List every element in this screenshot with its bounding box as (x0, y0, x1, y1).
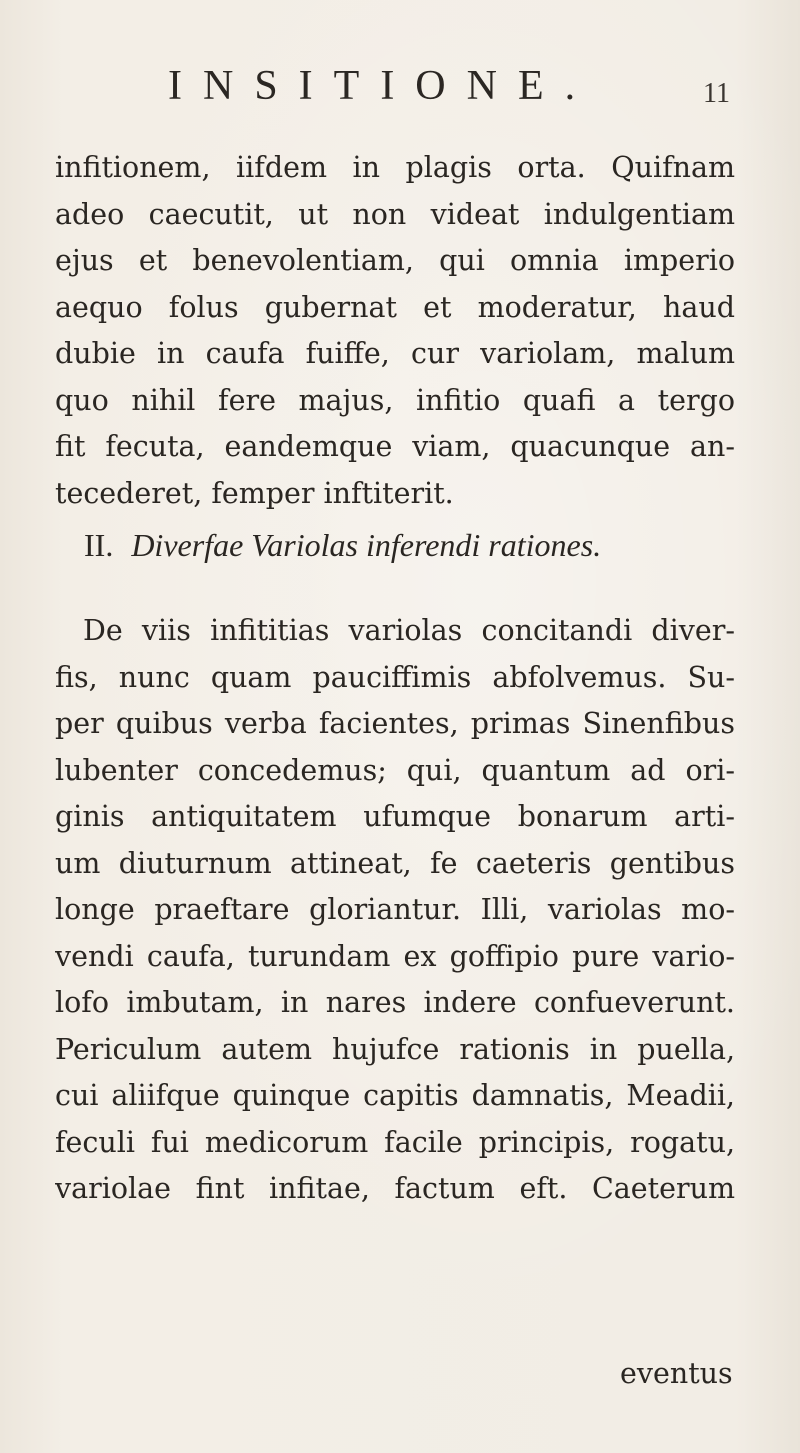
text-line: quo nihil fere majus, infitio quafi a tergo (55, 383, 735, 417)
text-line: ejus et benevolentiam, qui omnia imperio (55, 244, 735, 277)
text-line: adeo caecutit, ut non videat indulgentiam (55, 197, 735, 231)
text-line: feculi fui medicorum facile principis, rogatu, (55, 1125, 735, 1159)
text-line: longe praeftare gloriantur. Illi, variolas mo- (55, 893, 735, 926)
text-line: fis, nunc quam pauciffimis abfolvemus. Su- (55, 660, 735, 694)
section-heading (84, 527, 724, 564)
text-line: fit fecuta, eandemque viam, quacunque an- (55, 430, 735, 463)
paragraph-2 (55, 608, 735, 1213)
text-line: Periculum autem hujufce rationis in puella, (55, 1032, 735, 1066)
text-line: vendi caufa, turundam ex goffipio pure vario- (55, 939, 735, 973)
text-line: um diuturnum attineat, fe caeteris gentibus (55, 846, 735, 880)
text-line: dubie in caufa fuiffe, cur variolam, malum (55, 337, 735, 370)
text-line: tecederet, femper inftiterit. (55, 476, 454, 510)
text-line: per quibus verba facientes, primas Sinenfibus (55, 707, 735, 740)
text-line: aequo folus gubernat et moderatur, haud (55, 290, 735, 324)
text-line: De viis infititias variolas concitandi diver- (83, 614, 735, 647)
catchword: eventus (620, 1357, 733, 1390)
section-title: Diverfae Variolas inferendi rationes. (131, 527, 602, 563)
text-line: variolae fint infitae, factum eft. Caeterum (55, 1172, 735, 1205)
text-line: infitionem, iifdem in plagis orta. Quifnam (55, 151, 735, 184)
text-line: cui aliifque quinque capitis damnatis, Meadii, (55, 1079, 735, 1112)
paragraph-1 (55, 145, 735, 517)
text-line: ginis antiquitatem ufumque bonarum arti- (55, 800, 735, 833)
text-line: lubenter concedemus; qui, quantum ad ori- (55, 753, 735, 787)
page-number: 11 (703, 78, 730, 109)
section-number: II. (84, 527, 114, 563)
running-title: INSITIONE. (168, 63, 597, 109)
page-header (0, 62, 800, 122)
text-line: lofo imbutam, in nares indere confueverunt. (55, 986, 735, 1019)
